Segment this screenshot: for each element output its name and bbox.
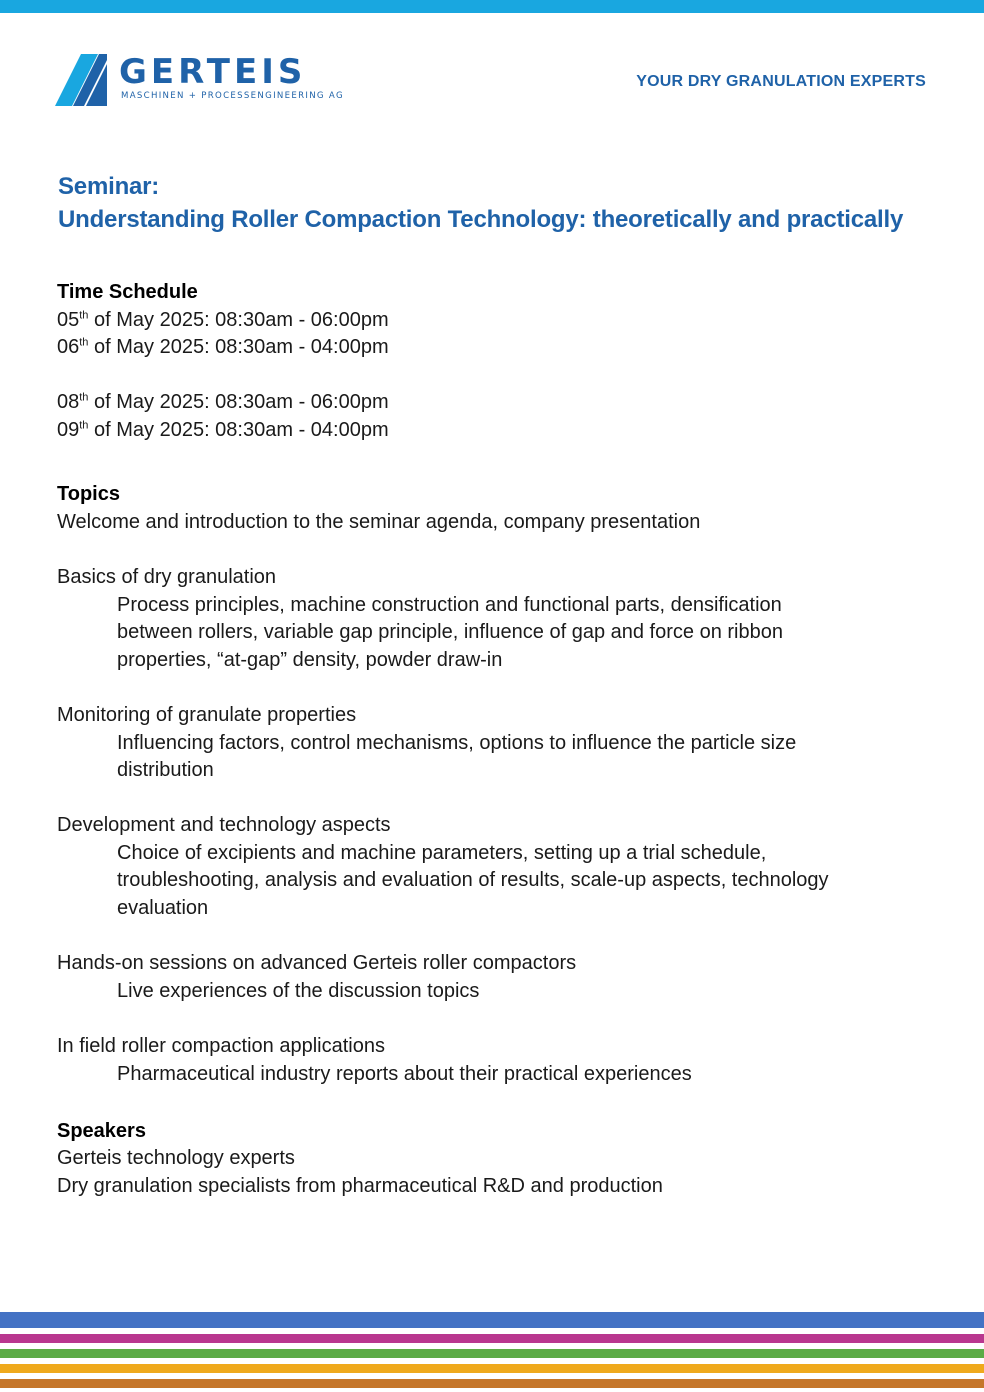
schedule-heading: Time Schedule xyxy=(57,281,198,303)
topic-title: Monitoring of granulate properties xyxy=(57,703,357,726)
topic-title: Basics of dry granulation xyxy=(57,565,277,588)
schedule-entry: 08th of May 2025: 08:30am - 06:00pm xyxy=(57,391,389,414)
speakers-heading: Speakers xyxy=(57,1119,146,1142)
schedule-entry: 06th of May 2025: 08:30am - 04:00pm xyxy=(57,336,389,359)
topic-detail: Influencing factors, control mechanisms, options to influence the particle size xyxy=(117,731,797,754)
footer-stripe-orange xyxy=(0,1379,984,1388)
footer-stripe-yellow xyxy=(0,1364,984,1373)
topic-detail: properties, “at-gap” density, powder draw-in xyxy=(117,648,503,671)
topic-detail: distribution xyxy=(117,759,214,782)
topic-detail: troubleshooting, analysis and evaluation of results, scale-up aspects, technology xyxy=(117,869,829,892)
topic-title: In field roller compaction applications xyxy=(57,1035,385,1058)
speaker-line: Gerteis technology experts xyxy=(57,1147,295,1170)
footer-stripe-magenta xyxy=(0,1334,984,1343)
schedule-entry: 05th of May 2025: 08:30am - 06:00pm xyxy=(57,308,389,331)
topics-intro: Welcome and introduction to the seminar agenda, company presentation xyxy=(57,510,701,533)
topic-title: Hands-on sessions on advanced Gerteis roller compactors xyxy=(57,952,577,975)
topics-heading: Topics xyxy=(57,483,120,506)
title-line-1: Seminar: xyxy=(58,173,160,200)
gerteis-logo-icon xyxy=(55,54,109,106)
topic-title: Development and technology aspects xyxy=(57,814,391,837)
speaker-line: Dry granulation specialists from pharmaceutical R&D and production xyxy=(57,1175,663,1197)
topic-detail: evaluation xyxy=(117,897,209,920)
footer-stripe-green xyxy=(0,1349,984,1358)
brand-name: GERTEIS xyxy=(119,52,307,92)
brand-subtitle: MASCHINEN + PROCESSENGINEERING AG xyxy=(121,91,344,101)
title-line-2: Understanding Roller Compaction Technology: theoretically and practically xyxy=(58,206,904,233)
topic-detail: Choice of excipients and machine parameters, setting up a trial schedule, xyxy=(117,841,767,864)
seminar-content xyxy=(57,279,937,1201)
seminar-title xyxy=(58,170,903,236)
footer-stripe-blue xyxy=(0,1312,984,1328)
topic-detail: Process principles, machine construction and functional parts, densification xyxy=(117,593,782,616)
tagline: YOUR DRY GRANULATION EXPERTS xyxy=(636,73,926,90)
top-accent-bar xyxy=(0,0,984,13)
company-logo xyxy=(55,54,365,108)
topic-detail: between rollers, variable gap principle, influence of gap and force on ribbon xyxy=(117,621,783,644)
topic-detail: Pharmaceutical industry reports about their practical experiences xyxy=(117,1062,692,1085)
topic-detail: Live experiences of the discussion topics xyxy=(117,979,480,1002)
schedule-entry: 09th of May 2025: 08:30am - 04:00pm xyxy=(57,418,389,441)
